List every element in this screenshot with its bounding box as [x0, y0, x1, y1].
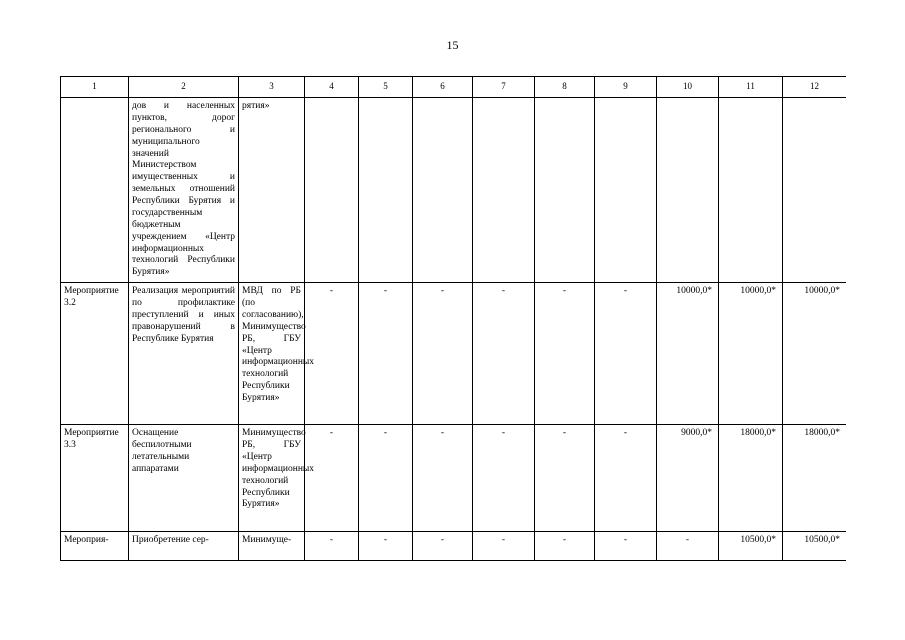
measure-cell: Мероприя- [61, 532, 129, 561]
value-cell [719, 98, 783, 283]
value-cell [657, 98, 719, 283]
column-header: 4 [305, 77, 359, 98]
value-cell: - [413, 532, 473, 561]
value-cell: 10500,0* [719, 532, 783, 561]
value-cell: - [305, 425, 359, 532]
measure-cell [61, 98, 129, 283]
description-cell: дов и населенных пунктов, дорог регионального и муниципального значений Министерством имущественных и земельных отношений Республики Бурятия и государственным бюджетным учреждением «Центр информационных технологий Республики Бурятия» [129, 98, 239, 283]
value-cell: 10500,0* [783, 532, 847, 561]
measure-cell: Мероприятие 3.2 [61, 283, 129, 425]
value-cell: - [413, 425, 473, 532]
description-cell: Реализация мероприятий по профилактике преступлений и иных правонарушений в Республике Бурятия [129, 283, 239, 425]
value-cell: 18000,0* [719, 425, 783, 532]
value-cell: - [657, 532, 719, 561]
value-cell: - [305, 532, 359, 561]
value-cell: - [595, 425, 657, 532]
column-header: 9 [595, 77, 657, 98]
column-header: 1 [61, 77, 129, 98]
measure-cell: Мероприятие 3.3 [61, 425, 129, 532]
value-cell: 10000,0* [783, 283, 847, 425]
value-cell: - [535, 283, 595, 425]
value-cell: - [359, 532, 413, 561]
value-cell [413, 98, 473, 283]
column-header: 3 [239, 77, 305, 98]
value-cell [783, 98, 847, 283]
value-cell [535, 98, 595, 283]
table-container [60, 76, 846, 566]
value-cell: - [535, 532, 595, 561]
value-cell: - [595, 283, 657, 425]
value-cell [595, 98, 657, 283]
header-row [61, 77, 847, 98]
value-cell: - [413, 283, 473, 425]
value-cell: 18000,0* [783, 425, 847, 532]
column-header: 5 [359, 77, 413, 98]
value-cell: - [473, 283, 535, 425]
value-cell [305, 98, 359, 283]
value-cell: - [359, 283, 413, 425]
value-cell [473, 98, 535, 283]
column-header: 8 [535, 77, 595, 98]
column-header: 10 [657, 77, 719, 98]
page-number: 15 [446, 38, 459, 52]
value-cell: - [473, 532, 535, 561]
column-header: 12 [783, 77, 847, 98]
executor-cell: МВД по РБ (по согласованию), Минимущество РБ, ГБУ «Центр информационных технологий Республики Бурятия» [239, 283, 305, 425]
executor-cell: Минимущество РБ, ГБУ «Центр информационных технологий Республики Бурятия» [239, 425, 305, 532]
value-cell: 9000,0* [657, 425, 719, 532]
column-header: 7 [473, 77, 535, 98]
program-table [60, 76, 846, 561]
table-row [61, 425, 847, 532]
column-header: 6 [413, 77, 473, 98]
value-cell: - [473, 425, 535, 532]
value-cell: - [359, 425, 413, 532]
table-row [61, 283, 847, 425]
value-cell: 10000,0* [719, 283, 783, 425]
value-cell: - [305, 283, 359, 425]
table-row [61, 98, 847, 283]
description-cell: Оснащение беспилотными летательными аппаратами [129, 425, 239, 532]
executor-cell: Минимуще- [239, 532, 305, 561]
value-cell: 10000,0* [657, 283, 719, 425]
value-cell: - [535, 425, 595, 532]
value-cell: - [595, 532, 657, 561]
executor-cell: рятия» [239, 98, 305, 283]
value-cell [359, 98, 413, 283]
table-row [61, 532, 847, 561]
description-cell: Приобретение сер- [129, 532, 239, 561]
column-header: 11 [719, 77, 783, 98]
column-header: 2 [129, 77, 239, 98]
